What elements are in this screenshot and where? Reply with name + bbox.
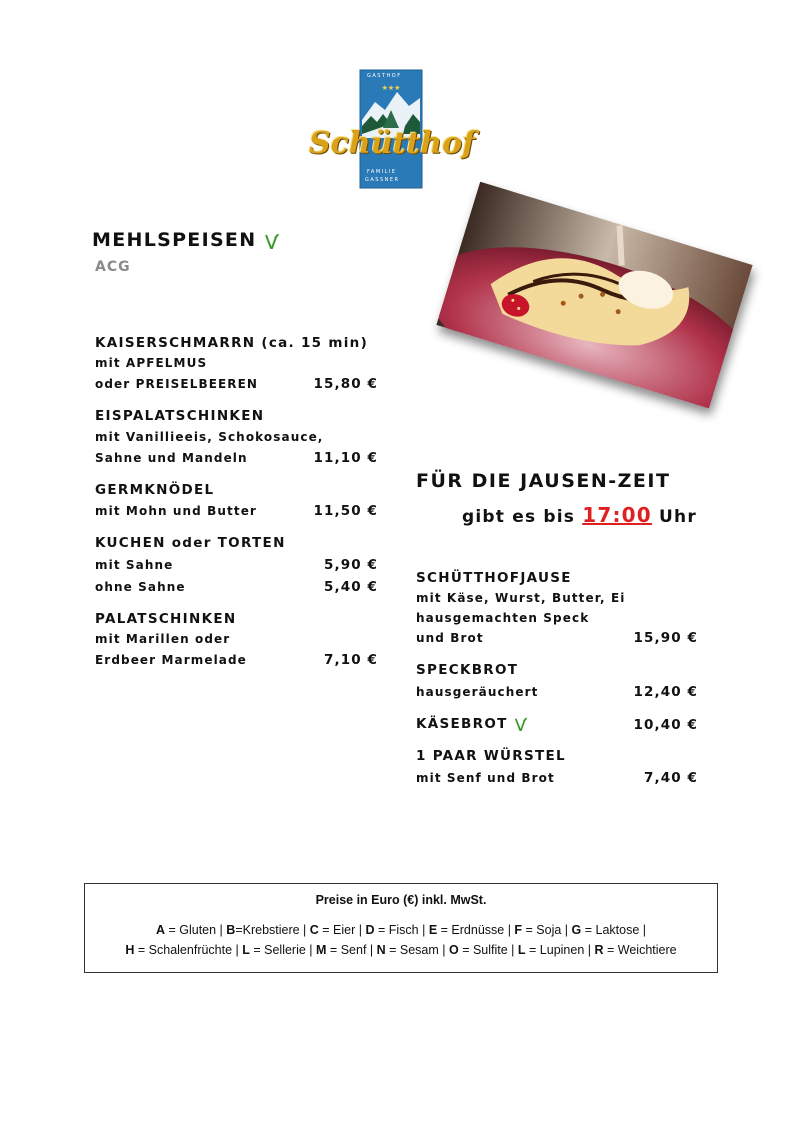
price-note: Preise in Euro (€) inkl. MwSt.	[315, 893, 487, 907]
item-desc: oder PREISELBEEREN	[95, 377, 259, 391]
item-title-text: KÄSEBROT	[416, 716, 508, 732]
item-desc: mit Senf und Brot	[416, 771, 555, 785]
allergen-code: L	[242, 943, 250, 957]
allergen-code: G	[571, 923, 582, 937]
allergen-code: L	[517, 943, 526, 957]
dessert-photo	[436, 182, 752, 409]
allergen-code: N	[376, 943, 386, 957]
allergen-code: A	[155, 923, 165, 937]
allergen-code: C	[309, 923, 319, 937]
section-allergens: ACG	[95, 259, 131, 275]
item-title-germknoedel: GERMKNÖDEL	[95, 482, 215, 498]
logo-bottom-text-1: FAMILIE	[367, 169, 397, 175]
allergen-label: = Fisch |	[374, 923, 429, 937]
allergen-label: = Soja |	[522, 923, 572, 937]
item-desc: hausgeräuchert	[416, 685, 539, 699]
item-price: 5,90 €	[323, 557, 378, 573]
restaurant-logo	[305, 68, 475, 190]
item-price: 7,40 €	[643, 770, 698, 786]
item-price: 15,80 €	[313, 376, 378, 392]
leaf-v-icon	[264, 232, 280, 250]
allergen-code: D	[365, 923, 375, 937]
allergen-code: M	[316, 943, 327, 957]
allergen-legend-line-1	[85, 920, 717, 940]
item-price: 10,40 €	[633, 717, 698, 733]
jausen-subtitle	[462, 503, 697, 527]
item-price: 7,10 €	[323, 652, 378, 668]
allergen-label: = Sellerie |	[249, 943, 317, 957]
section-title-text: MEHLSPEISEN	[92, 229, 257, 251]
item-title-wuerstel: 1 PAAR WÜRSTEL	[416, 748, 566, 764]
jausen-title: FÜR DIE JAUSEN-ZEIT	[416, 470, 671, 492]
item-title-kaesebrot	[416, 716, 528, 732]
item-price: 12,40 €	[633, 684, 698, 700]
item-desc: mit Sahne	[95, 558, 174, 572]
allergen-code: E	[428, 923, 438, 937]
item-desc: hausgemachten Speck	[416, 611, 590, 625]
allergen-info-box	[84, 883, 718, 973]
jausen-time: 17:00	[582, 503, 652, 527]
item-desc: mit APFELMUS	[95, 356, 208, 370]
item-desc: mit Vanillieeis, Schokosauce,	[95, 430, 324, 444]
leaf-v-icon	[514, 716, 528, 732]
item-desc: mit Käse, Wurst, Butter, Ei	[416, 591, 626, 605]
allergen-label: = Weichtiere	[603, 943, 677, 957]
allergen-label: = Gluten |	[165, 923, 227, 937]
allergen-label: = Senf |	[326, 943, 377, 957]
item-title-schuetthofjause: SCHÜTTHOFJAUSE	[416, 570, 572, 586]
allergen-label: =Krebstiere |	[235, 923, 310, 937]
item-title-eispalatschinken: EISPALATSCHINKEN	[95, 408, 265, 424]
logo-top-text: GASTHOF	[367, 73, 402, 79]
allergen-label: = Sulfite |	[458, 943, 518, 957]
item-price: 11,10 €	[313, 450, 378, 466]
jausen-sub-before: gibt es bis	[462, 507, 576, 527]
allergen-label: = Laktose |	[581, 923, 647, 937]
allergen-code: H	[125, 943, 135, 957]
item-price: 5,40 €	[323, 579, 378, 595]
item-title-kaiserschmarrn: KAISERSCHMARRN (ca. 15 min)	[95, 335, 369, 351]
allergen-legend-line-2	[85, 940, 717, 960]
item-desc: mit Mohn und Butter	[95, 504, 257, 518]
allergen-code: R	[594, 943, 604, 957]
allergen-code: F	[514, 923, 523, 937]
item-desc: Sahne und Mandeln	[95, 451, 248, 465]
item-title-kuchen: KUCHEN oder TORTEN	[95, 535, 286, 551]
section-title-mehlspeisen	[92, 229, 280, 251]
allergen-code: B	[226, 923, 236, 937]
logo-name: Schütthof	[309, 126, 475, 161]
allergen-label: = Eier |	[318, 923, 366, 937]
item-desc: ohne Sahne	[95, 580, 186, 594]
allergen-code: O	[448, 943, 459, 957]
allergen-label: = Sesam |	[385, 943, 449, 957]
item-desc: und Brot	[416, 631, 484, 645]
item-desc: Erdbeer Marmelade	[95, 653, 247, 667]
logo-bottom-text-2: GASSNER	[365, 177, 400, 183]
item-price: 15,90 €	[633, 630, 698, 646]
svg-text:★★★: ★★★	[381, 84, 401, 92]
dessert-photo-graphic	[436, 182, 752, 409]
item-price: 11,50 €	[313, 503, 378, 519]
allergen-label: = Erdnüsse |	[437, 923, 515, 937]
allergen-label: = Lupinen |	[525, 943, 595, 957]
allergen-label: = Schalenfrüchte |	[134, 943, 243, 957]
item-desc: mit Marillen oder	[95, 632, 231, 646]
item-title-speckbrot: SPECKBROT	[416, 662, 519, 678]
jausen-sub-after: Uhr	[659, 507, 697, 527]
item-title-palatschinken: PALATSCHINKEN	[95, 611, 237, 627]
